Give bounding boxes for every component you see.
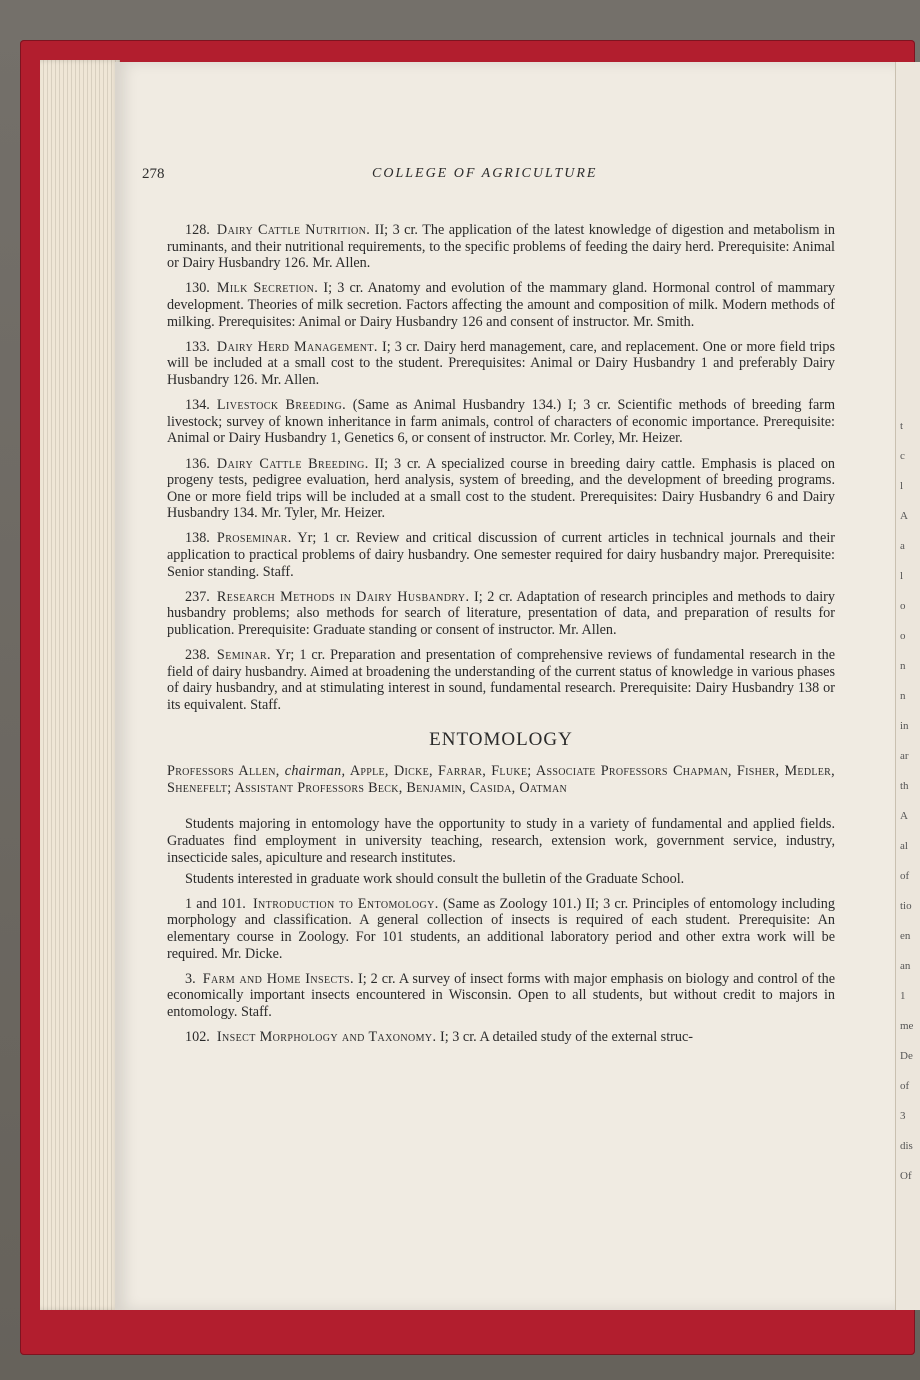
course-description: I; 3 cr. A detailed study of the external struc-: [440, 1029, 693, 1046]
facing-page-fragment: en: [900, 930, 911, 942]
page-number: 278: [142, 166, 165, 182]
course-number: 134.: [185, 397, 210, 414]
course-description: (Same as Zoology 101.) II; 3 cr. Principles of entomology including morphology and classification. A general collection of insects is required of each student. Prerequisite: An elementary course in Zoology. For 101 students, an additional laboratory period and other extra work will be required. Mr. Dicke.: [167, 895, 835, 962]
course-entry: [167, 397, 835, 447]
course-description: II; 3 cr. The application of the latest knowledge of digestion and metabolism in ruminants, and their nutritional requirements, to the specific problems of feeding the dairy herd. Prerequisite: Animal or Dairy Husbandry 126. Mr. Allen.: [167, 222, 835, 272]
course-title: Livestock Breeding.: [216, 397, 347, 414]
course-description: Yr; 1 cr. Preparation and presentation of comprehensive reviews of fundamental research in the field of dairy husbandry. Aimed at broadening the understanding of the current status of knowledge in various phases of dairy husbandry, and at stimulating interest in sound, fundamental research. Prerequisite: Dairy Husbandry 138 or its equivalent. Staff.: [167, 647, 835, 713]
course-entry: [167, 1029, 835, 1046]
course-description: I; 3 cr. Anatomy and evolution of the mammary gland. Hormonal control of mammary development. Theories of milk secretion. Factors affecting the amount and composition of milk. Modern methods of milking. Prerequisites: Animal or Dairy Husbandry 126 and consent of instructor. Mr. Smith.: [167, 280, 835, 330]
course-number: 133.: [185, 338, 210, 355]
facing-page-fragment: o: [900, 630, 906, 642]
course-number: 238.: [185, 647, 210, 664]
course-number: 128.: [185, 222, 210, 238]
facing-page-fragment: an: [900, 960, 911, 972]
course-description: II; 3 cr. A specialized course in breeding dairy cattle. Emphasis is placed on progeny tests, pedigree evaluation, herd analysis, system of breeding, and the development of breeding programs. One or more field trips will be included at a small cost to the student. Prerequisites: Dairy Husbandry 6 and Dairy Husbandry 134. Mr. Tyler, Mr. Heizer.: [167, 455, 836, 522]
course-entry: [167, 222, 835, 272]
facing-page-fragment: 3: [900, 1110, 906, 1122]
facing-page-fragment: of: [900, 870, 910, 882]
course-title: Proseminar.: [216, 530, 292, 547]
course-number: 102.: [185, 1029, 210, 1046]
course-title: Dairy Cattle Nutrition.: [216, 222, 371, 238]
facing-page-fragment: n: [900, 660, 906, 672]
faculty-pre: Professors Allen,: [167, 763, 280, 780]
page-content: [167, 222, 835, 1054]
faculty-post: Apple, Dicke, Farrar, Fluke; Associate Professors Chapman, Fisher, Medler, Shenefelt; Assistant Professors Beck, Benjamin, Casida, Oatman: [167, 763, 835, 796]
facing-page-fragment: tio: [900, 900, 912, 912]
course-description: I; 3 cr. Dairy herd management, care, and replacement. One or more field trips will be included at a small cost to the student. Prerequisites: Animal or Dairy Husbandry 1 and preferably Dairy Husbandry 126. Mr. Allen.: [167, 338, 835, 388]
facing-page-fragment: n: [900, 690, 906, 702]
course-entry: [167, 896, 835, 962]
facing-page-fragment: Of: [900, 1170, 912, 1182]
course-title: Introduction to Entomology.: [252, 895, 439, 912]
department-intro-graduate: Students interested in graduate work should consult the bulletin of the Graduate School.: [185, 871, 685, 888]
facing-page-fragment: al: [900, 840, 908, 852]
course-title: Research Methods in Dairy Husbandry.: [216, 588, 470, 605]
course-title: Dairy Cattle Breeding.: [216, 455, 369, 472]
facing-page-fragment: of: [900, 1080, 910, 1092]
facing-page-fragment: me: [900, 1020, 914, 1032]
course-entry: [167, 589, 835, 639]
facing-page-fragment: De: [900, 1050, 913, 1062]
course-entry: [167, 456, 835, 522]
faculty-list: [167, 763, 835, 796]
course-title: Milk Secretion.: [216, 280, 319, 297]
facing-page-fragment: 1: [900, 990, 906, 1002]
course-entry: [167, 339, 835, 389]
facing-page-fragment: t: [900, 420, 904, 432]
faculty-chair: chairman,: [284, 763, 346, 780]
facing-page-fragment: A: [900, 510, 908, 522]
course-number: 130.: [185, 280, 210, 297]
department-intro: Students majoring in entomology have the opportunity to study in a variety of fundamental and applied fields. Graduates find employment in university teaching, research, extension work, government service, industry, insecticide sales, apiculture and research institutes.: [167, 816, 835, 866]
facing-page-fragment: l: [900, 570, 904, 582]
facing-page-fragment: in: [900, 720, 909, 732]
course-description: I; 2 cr. Adaptation of research principles and methods to dairy husbandry problems; also methods for search of literature, presentation of data, and preparation of results for publication. Prerequisite: Graduate standing or consent of instructor. Mr. Allen.: [167, 588, 835, 639]
book-page: [115, 62, 895, 1310]
facing-page-fragment: A: [900, 810, 908, 822]
course-entry: [167, 647, 835, 713]
facing-page-fragment: ar: [900, 750, 909, 762]
course-number: 237.: [185, 588, 210, 605]
facing-page-fragment: a: [900, 540, 905, 552]
course-number: 136.: [185, 455, 210, 472]
facing-page-fragment: o: [900, 600, 906, 612]
course-entry: [167, 280, 835, 330]
dairy-course-list: [167, 222, 835, 714]
course-entry: [167, 971, 835, 1021]
entomology-course-list: [167, 896, 835, 1046]
course-number: 1 and 101.: [185, 895, 246, 912]
facing-page-fragment: c: [900, 450, 905, 462]
facing-page-fragment: th: [900, 780, 909, 792]
running-head: COLLEGE OF AGRICULTURE: [372, 166, 598, 181]
course-title: Seminar.: [216, 647, 272, 664]
course-number: 3.: [185, 970, 196, 987]
course-entry: [167, 530, 835, 580]
course-description: (Same as Animal Husbandry 134.) I; 3 cr. Scientific methods of breeding farm livestock; survey of known inheritance in farm animals, control of characters of economic importance. Prerequisite: Animal or Dairy Husbandry 1, Genetics 6, or consent of instructor. Mr. Corley, Mr. Heizer.: [167, 397, 836, 447]
course-description: I; 2 cr. A survey of insect forms with major emphasis on biology and control of the economically important insects encountered in Wisconsin. Open to all students, but without credit to majors in entomology. Staff.: [167, 970, 835, 1020]
department-heading: ENTOMOLOGY: [429, 728, 573, 750]
course-title: Insect Morphology and Taxonomy.: [216, 1029, 437, 1046]
page-edges: [40, 60, 120, 1310]
facing-page-fragment: l: [900, 480, 904, 492]
course-number: 138.: [185, 530, 210, 547]
course-title: Dairy Herd Management.: [216, 338, 378, 355]
page-header: [142, 166, 862, 190]
course-description: Yr; 1 cr. Review and critical discussion of current articles in technical journals and their application to practical problems of dairy husbandry. One semester required for dairy husbandry major. Prerequisite: Senior standing. Staff.: [167, 530, 835, 580]
facing-page-margin-text: [900, 420, 920, 1200]
facing-page-fragment: dis: [900, 1140, 913, 1152]
course-title: Farm and Home Insects.: [202, 970, 354, 987]
